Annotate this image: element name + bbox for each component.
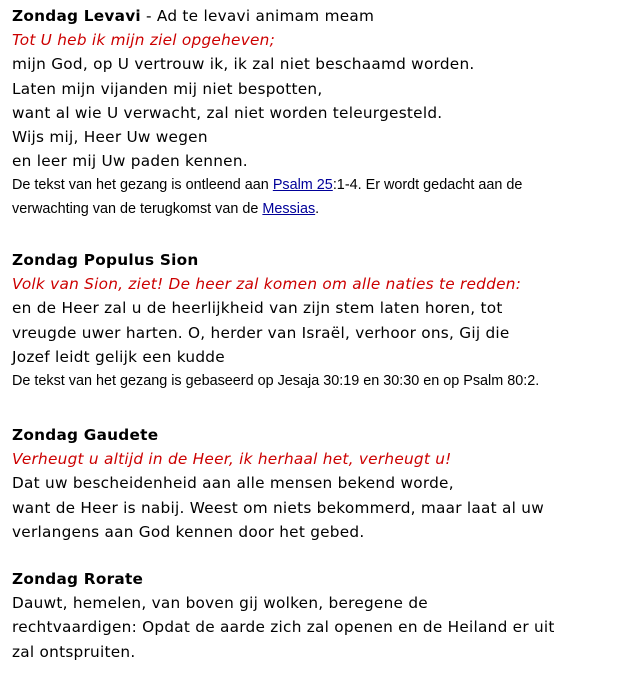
antiphon: Tot U heb ik mijn ziel opgeheven; [12, 31, 276, 50]
text-line: want de Heer is nabij. Weest om niets bekommerd, maar laat al uw [12, 498, 544, 517]
text-line: zal ontspruiten. [12, 642, 136, 661]
section-title: Zondag Rorate [12, 570, 144, 588]
note-text: verwachting van de terugkomst van de [12, 200, 263, 217]
text-line: mijn God, op U vertrouw ik, ik zal niet beschaamd worden. [12, 55, 475, 74]
section-subtitle: - Ad te levavi animam meam [140, 7, 375, 25]
text-line: verlangens aan God kennen door het gebed. [12, 522, 365, 541]
text-line: Laten mijn vijanden mij niet bespotten, [12, 79, 323, 98]
text-line: vreugde uwer harten. O, herder van Israël, verhoor ons, Gij die [12, 323, 510, 342]
text-line: en de Heer zal u de heerlijkheid van zijn stem laten horen, tot [12, 299, 503, 318]
source-note-continued [12, 198, 618, 221]
section-gaudete [12, 423, 618, 544]
text-line: en leer mij Uw paden kennen. [12, 152, 248, 171]
section-title: Zondag Populus Sion [12, 251, 199, 269]
section-populus-sion [12, 248, 618, 393]
text-line: rechtvaardigen: Opdat de aarde zich zal openen en de Heiland er uit [12, 618, 555, 637]
psalm-25-link[interactable]: Psalm 25 [272, 177, 333, 194]
source-note: De tekst van het gezang is gebaseerd op Jesaja 30:19 en 30:30 en op Psalm 80:2. [12, 373, 540, 390]
section-rorate [12, 567, 618, 664]
note-text: :1-4. Er wordt gedacht aan de [332, 177, 523, 194]
note-text: . [315, 200, 320, 217]
text-line: Dat uw bescheidenheid aan alle mensen bekend worde, [12, 474, 454, 493]
messias-link[interactable]: Messias [262, 200, 316, 217]
note-text: De tekst van het gezang is ontleend aan [12, 177, 273, 194]
text-line: Dauwt, hemelen, van boven gij wolken, beregene de [12, 594, 428, 613]
text-line: Jozef leidt gelijk een kudde [12, 347, 225, 366]
section-heading [12, 4, 618, 28]
antiphon: Volk van Sion, ziet! De heer zal komen om alle naties te redden: [12, 275, 522, 294]
section-title: Zondag Gaudete [12, 426, 159, 444]
section-levavi [12, 4, 618, 220]
text-line: want al wie U verwacht, zal niet worden teleurgesteld. [12, 103, 443, 122]
antiphon: Verheugt u altijd in de Heer, ik herhaal het, verheugt u! [12, 450, 452, 469]
text-line: Wijs mij, Heer Uw wegen [12, 128, 208, 147]
source-note [12, 174, 618, 197]
section-title: Zondag Levavi [12, 7, 141, 25]
